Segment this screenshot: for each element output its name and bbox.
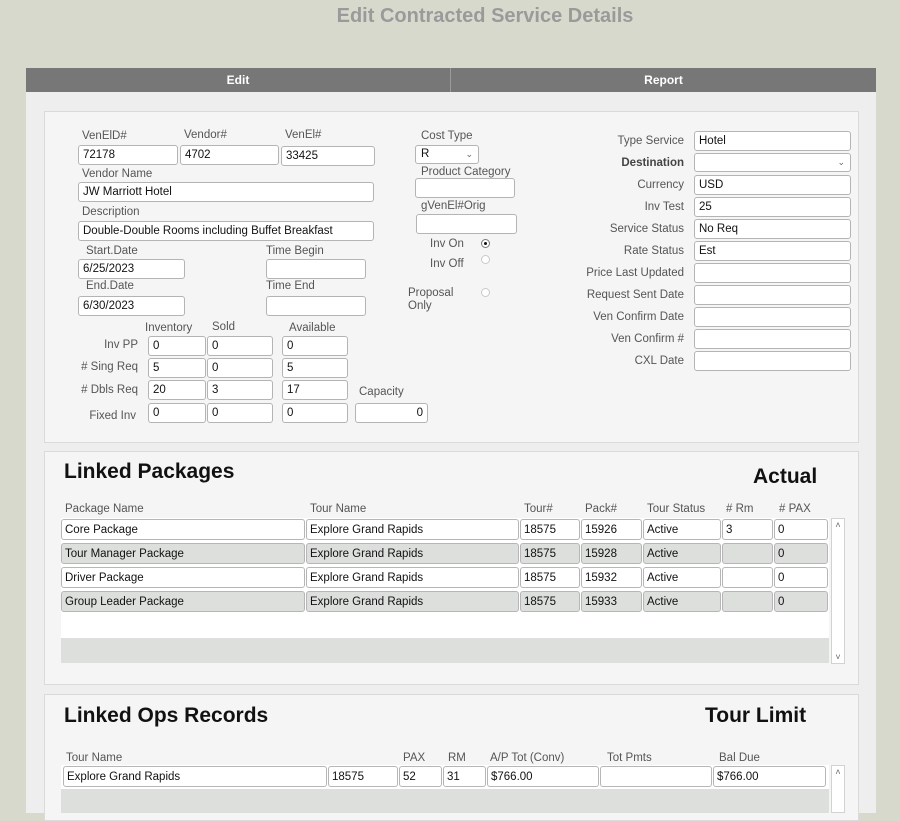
available-header: Available: [289, 322, 336, 334]
inv-off-label: Inv Off: [430, 258, 464, 270]
capacity-label: Capacity: [359, 386, 404, 398]
table-cell[interactable]: Active: [643, 543, 721, 564]
scroll-up-icon[interactable]: ˄: [835, 767, 841, 777]
table-cell[interactable]: 18575: [520, 519, 580, 540]
ops-scrollbar[interactable]: [831, 765, 845, 813]
inv-test-label: Inv Test: [644, 201, 684, 213]
price-last-updated-label: Price Last Updated: [586, 267, 684, 279]
table-cell[interactable]: $766.00: [487, 766, 599, 787]
table-cell[interactable]: 18575: [520, 567, 580, 588]
linked-ops-title: Linked Ops Records: [64, 704, 269, 727]
fixed-inv-available[interactable]: 0: [282, 403, 348, 423]
sing-req-inventory[interactable]: 5: [148, 358, 206, 378]
time-end-label: Time End: [266, 280, 315, 292]
time-begin-field[interactable]: [266, 259, 366, 279]
cxl-date-label: CXL Date: [634, 355, 684, 367]
inv-pp-label: Inv PP: [104, 339, 138, 351]
proposal-only-label-line2: Only: [408, 300, 432, 312]
table-cell[interactable]: Explore Grand Rapids: [306, 567, 519, 588]
col-ops-tour-name: Tour Name: [66, 752, 123, 764]
ven-confirm-date-label: Ven Confirm Date: [593, 311, 684, 323]
table-row[interactable]: Group Leader Package: [61, 591, 305, 612]
table-cell[interactable]: [722, 591, 773, 612]
capacity-field[interactable]: 0: [355, 403, 428, 423]
page-title: Edit Contracted Service Details: [336, 5, 634, 27]
cost-type-label: Cost Type: [421, 130, 473, 142]
table-row[interactable]: Driver Package: [61, 567, 305, 588]
inv-pp-inventory[interactable]: 0: [148, 336, 206, 356]
inv-on-label: Inv On: [430, 238, 464, 250]
time-end-field[interactable]: [266, 296, 366, 316]
table-cell[interactable]: 15932: [581, 567, 642, 588]
start-date-label: Start.Date: [86, 245, 138, 257]
table-cell[interactable]: 15933: [581, 591, 642, 612]
venel-label: VenEl#: [285, 129, 322, 141]
inv-pp-available[interactable]: 0: [282, 336, 348, 356]
gvenel-orig-field[interactable]: [416, 214, 517, 234]
scroll-down-icon[interactable]: ˅: [835, 652, 841, 662]
chevron-down-icon: ⌄: [465, 149, 473, 159]
destination-label: Destination: [621, 157, 684, 169]
table-row[interactable]: Core Package: [61, 519, 305, 540]
tab-bar: [26, 68, 876, 92]
vendor-name-field[interactable]: JW Marriott Hotel: [78, 182, 374, 202]
table-cell[interactable]: 18575: [328, 766, 398, 787]
venelid-label: VenElD#: [82, 130, 127, 142]
inventory-header: Inventory: [145, 322, 193, 334]
actual-title: Actual: [753, 465, 818, 488]
col-ops-pax: PAX: [403, 752, 426, 764]
cost-type-select[interactable]: [415, 145, 479, 164]
dbls-req-sold[interactable]: 3: [207, 380, 273, 400]
end-date-label: End.Date: [86, 280, 134, 292]
col-tour-no: Tour#: [524, 503, 553, 515]
table-cell[interactable]: Active: [643, 567, 721, 588]
sing-req-sold[interactable]: 0: [207, 358, 273, 378]
ven-confirm-no-label: Ven Confirm #: [611, 333, 684, 345]
request-sent-date-field[interactable]: [694, 285, 851, 305]
packages-scrollbar[interactable]: [831, 518, 845, 664]
inv-test-field[interactable]: 25: [694, 197, 851, 217]
col-ops-ap-tot: A/P Tot (Conv): [490, 752, 565, 764]
col-pack-no: Pack#: [585, 503, 617, 515]
table-row[interactable]: Explore Grand Rapids: [63, 766, 327, 787]
service-status-field[interactable]: No Req: [694, 219, 851, 239]
tour-limit-title: Tour Limit: [705, 704, 807, 727]
sing-req-available[interactable]: 5: [282, 358, 348, 378]
product-category-label: Product Category: [421, 166, 511, 178]
request-sent-date-label: Request Sent Date: [586, 289, 684, 301]
table-cell[interactable]: 15928: [581, 543, 642, 564]
sing-req-label: # Sing Req: [81, 361, 138, 373]
gvenel-orig-label: gVenEl#Orig: [421, 200, 486, 212]
table-cell[interactable]: 0: [774, 591, 828, 612]
ven-confirm-no-field[interactable]: [694, 329, 851, 349]
table-cell[interactable]: [722, 543, 773, 564]
col-rm: # Rm: [726, 503, 754, 515]
type-service-label: Type Service: [617, 135, 684, 147]
destination-select[interactable]: [694, 153, 851, 172]
table-cell[interactable]: [600, 766, 712, 787]
cost-type-value: R: [421, 148, 430, 160]
table-cell[interactable]: 3: [722, 519, 773, 540]
cxl-date-field[interactable]: [694, 351, 851, 371]
currency-field[interactable]: USD: [694, 175, 851, 195]
linked-packages-title: Linked Packages: [64, 460, 235, 483]
table-row[interactable]: Tour Manager Package: [61, 543, 305, 564]
proposal-only-radio[interactable]: [481, 288, 490, 297]
table-cell[interactable]: 0: [774, 519, 828, 540]
description-field[interactable]: Double-Double Rooms including Buffet Breakfast: [78, 221, 374, 241]
col-tour-status: Tour Status: [647, 503, 706, 515]
fixed-inv-inventory[interactable]: 0: [148, 403, 206, 423]
chevron-down-icon: ⌄: [837, 157, 845, 167]
col-pax: # PAX: [779, 503, 811, 515]
table-cell[interactable]: Explore Grand Rapids: [306, 591, 519, 612]
table-cell[interactable]: 0: [774, 543, 828, 564]
venel-field[interactable]: 33425: [281, 146, 375, 166]
packages-list-empty-row: [61, 638, 829, 663]
product-category-field[interactable]: [415, 178, 515, 198]
inv-pp-sold[interactable]: 0: [207, 336, 273, 356]
scroll-up-icon[interactable]: ˄: [835, 520, 841, 530]
table-cell[interactable]: 52: [399, 766, 442, 787]
table-cell[interactable]: Explore Grand Rapids: [306, 519, 519, 540]
dbls-req-inventory[interactable]: 20: [148, 380, 206, 400]
fixed-inv-sold[interactable]: 0: [207, 403, 273, 423]
type-service-field[interactable]: Hotel: [694, 131, 851, 151]
service-status-label: Service Status: [609, 223, 684, 235]
end-date-field[interactable]: 6/30/2023: [78, 296, 185, 316]
vendor-no-label: Vendor#: [184, 129, 227, 141]
fixed-inv-label: Fixed Inv: [89, 410, 136, 422]
vendor-no-field[interactable]: 4702: [180, 145, 279, 165]
table-cell[interactable]: 31: [443, 766, 486, 787]
table-cell[interactable]: 15926: [581, 519, 642, 540]
col-ops-bal-due: Bal Due: [719, 752, 760, 764]
inv-off-radio[interactable]: [481, 255, 490, 264]
table-cell[interactable]: 18575: [520, 543, 580, 564]
vendor-name-label: Vendor Name: [82, 168, 153, 180]
col-ops-tot-pmts: Tot Pmts: [607, 752, 652, 764]
proposal-only-label-line1: Proposal: [408, 287, 454, 299]
table-cell[interactable]: $766.00: [713, 766, 826, 787]
description-label: Description: [82, 206, 140, 218]
tab-report[interactable]: Report: [644, 73, 683, 87]
dbls-req-label: # Dbls Req: [81, 384, 138, 396]
col-ops-rm: RM: [448, 752, 466, 764]
price-last-updated-field[interactable]: [694, 263, 851, 283]
ven-confirm-date-field[interactable]: [694, 307, 851, 327]
table-cell[interactable]: Active: [643, 591, 721, 612]
table-cell[interactable]: 0: [774, 567, 828, 588]
table-cell[interactable]: [722, 567, 773, 588]
rate-status-label: Rate Status: [623, 245, 684, 257]
table-cell[interactable]: Explore Grand Rapids: [306, 543, 519, 564]
currency-label: Currency: [637, 179, 684, 191]
col-package-name: Package Name: [65, 503, 144, 515]
tab-edit[interactable]: Edit: [26, 68, 451, 92]
time-begin-label: Time Begin: [266, 245, 324, 257]
sold-header: Sold: [212, 321, 236, 333]
inv-on-radio[interactable]: [481, 239, 490, 248]
table-cell[interactable]: 18575: [520, 591, 580, 612]
start-date-field[interactable]: 6/25/2023: [78, 259, 185, 279]
col-tour-name: Tour Name: [310, 503, 367, 515]
dbls-req-available[interactable]: 17: [282, 380, 348, 400]
table-cell[interactable]: Active: [643, 519, 721, 540]
rate-status-field[interactable]: Est: [694, 241, 851, 261]
venelid-field[interactable]: 72178: [78, 145, 178, 165]
